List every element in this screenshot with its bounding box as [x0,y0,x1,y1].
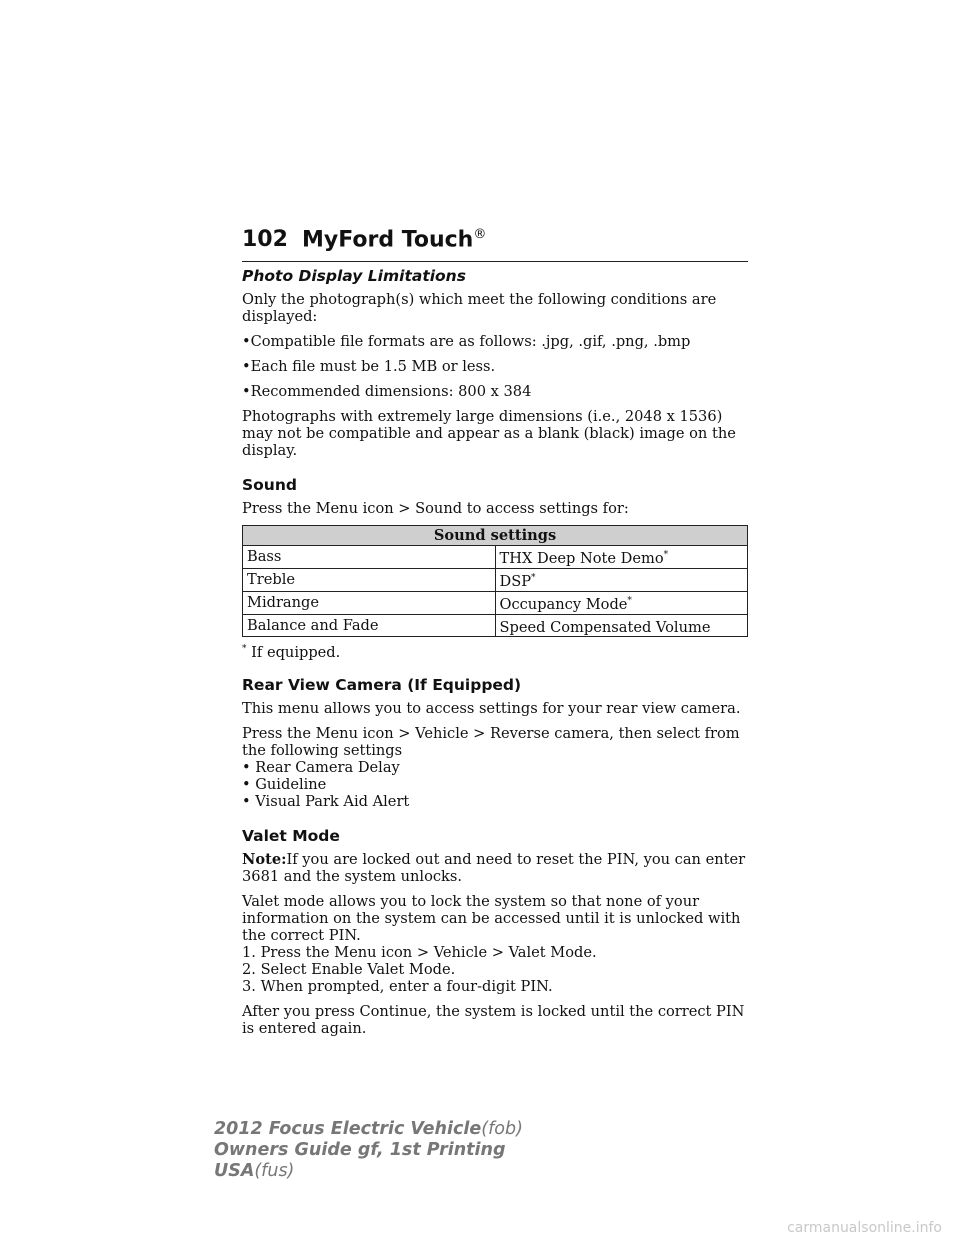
table-cell: DSP* [495,568,748,591]
table-row [243,568,748,591]
table-cell: Speed Compensated Volume [495,614,748,637]
valet-note: Note:If you are locked out and need to reset the PIN, you can enter 3681 and the system unlocks. [242,851,746,886]
table-cell: Treble [243,568,496,591]
table-cell: Balance and Fade [243,614,496,637]
camera-heading: Rear View Camera (If Equipped) [242,676,522,695]
page-number: 102 [242,227,288,252]
page-header [242,227,748,262]
sound-heading: Sound [242,476,297,494]
sound-settings-table [242,525,748,637]
sound-intro: Press the Menu icon > Sound to access settings for: [242,500,629,517]
registered-mark: ® [473,227,487,242]
photo-bullet: •Compatible file formats are as follows: .jpg, .gif, .png, .bmp [242,333,691,350]
site-watermark: carmanualsonline.info [787,1220,942,1236]
camera-p1: This menu allows you to access settings for your rear view camera. [242,700,741,718]
valet-step: 1. Press the Menu icon > Vehicle > Valet Mode. [242,944,597,962]
valet-step: 3. When prompted, enter a four-digit PIN. [242,978,553,996]
camera-p2: Press the Menu icon > Vehicle > Reverse camera, then select from the following settings [242,725,740,760]
camera-bullet: • Visual Park Aid Alert [242,793,410,811]
valet-p2: After you press Continue, the system is locked until the correct PIN is entered again. [242,1003,745,1038]
page-title: MyFord Touch® [302,227,487,253]
photo-bullet: •Each file must be 1.5 MB or less. [242,358,496,375]
valet-step: 2. Select Enable Valet Mode. [242,961,456,979]
table-footnote: * If equipped. [242,644,341,662]
page-content [242,268,748,1045]
table-header: Sound settings [243,526,748,546]
table-row [243,591,748,614]
table-cell: Bass [243,546,496,569]
valet-p1: Valet mode allows you to lock the system so that none of your information on the system can be accessed until it is unlocked with the correct PIN. [242,893,741,945]
table-cell: THX Deep Note Demo* [495,546,748,569]
valet-heading: Valet Mode [242,827,340,846]
document-footer: 2012 Focus Electric Vehicle(fob) Owners Guide gf, 1st Printing USA(fus) [214,1119,523,1181]
photo-intro: Only the photograph(s) which meet the following conditions are displayed: [242,291,717,325]
table-row [243,546,748,569]
camera-bullet: • Guideline [242,776,327,794]
table-cell: Midrange [243,591,496,614]
photo-bullet: •Recommended dimensions: 800 x 384 [242,383,532,400]
camera-bullet: • Rear Camera Delay [242,759,400,777]
table-cell: Occupancy Mode* [495,591,748,614]
table-row [243,614,748,637]
photo-after: Photographs with extremely large dimensions (i.e., 2048 x 1536) may not be compatible and appear as a blank (black) image on the display. [242,408,736,459]
photo-heading: Photo Display Limitations [242,267,466,285]
